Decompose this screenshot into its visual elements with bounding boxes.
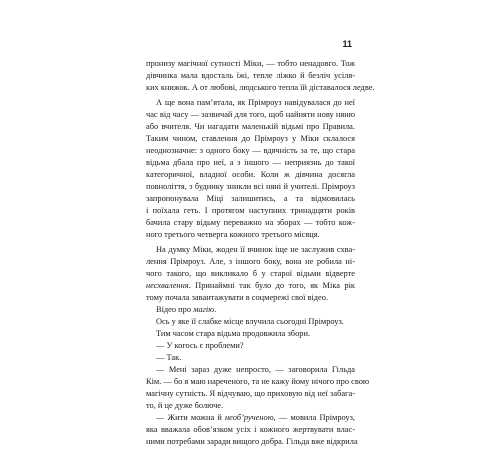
text-line [146,436,358,448]
text-segment: або вчителя. Чи нагадати маленькій відьмі про Правила. [146,122,355,131]
text-line [146,193,355,205]
italic-text: магію [193,305,215,314]
text-line [146,121,355,133]
italic-text: необ’рученою [225,413,274,422]
text-segment: дівчинка мала вдосталь їжі, тепле ліжко й безліч усіля- [146,71,355,80]
text-segment: яка вважала обов’язком усіх і кожного жертвувати влас- [146,425,355,434]
text-line [146,328,355,340]
text-line [146,352,355,364]
page-number: 11 [342,39,352,49]
text-segment: магічну сутність. Я відчуваю, що приховую від неї забага- [146,389,355,398]
text-segment: час від часу — зазвичай для того, щоб найняти нову няню [146,110,355,119]
text-line [146,388,355,400]
text-segment: то, й це дуже болюче. [146,401,224,410]
italic-text: несхвалення [146,281,189,290]
text-segment: Ось у яке її слабке місце влучила сьогодні Прімроуз. [156,317,344,326]
text-line [146,316,355,328]
text-segment: — Мені зараз дуже непросто, — заговорила Гільда [156,365,355,374]
text-segment: і поїхала геть. І протягом наступних тринадцяти років [146,206,355,215]
text-line [146,169,355,181]
text-line [146,292,355,304]
text-segment: , — мовила Прімроуз, [273,413,356,422]
text-segment: чого такого, що викликало б у старої відьми відверте [146,269,355,278]
text-segment: ких книжок. А от любові, людського тепла їй діставалося ледве. [146,83,375,92]
text-segment: — Так. [156,353,182,362]
text-segment: бачила стару відьму переважно на зборах — тобто кож- [146,218,355,227]
text-segment: Таким чином, ставлення до Прімроуз у Міки склалося [146,134,355,143]
text-segment: Відео про [156,305,194,314]
text-line [146,82,375,94]
text-line [146,244,355,256]
text-segment: На думку Міки, жоден її вчинок іще не заслужив схва- [156,245,355,254]
text-segment: — Жити можна й [156,413,226,422]
text-line [146,70,355,82]
text-segment: Кім. — бо я маю нареченого, та не кажу йому нічого про свою [146,377,370,386]
text-segment: А ще вона пам’ятала, як Прімроуз навідувалася до неї [156,98,355,107]
text-line [146,424,355,436]
text-line [146,340,355,352]
text-segment: ного третього четверга кожного третього місяця. [146,230,320,239]
text-line [146,280,355,292]
text-line [146,268,355,280]
text-line [146,229,355,241]
text-segment: пронизу магічної сутності Міки, — тобто ненадовго. Тож [146,59,355,68]
text-line [146,109,355,121]
body-text [146,58,375,448]
text-segment: ними потребами заради вищого добра. Гільда вже відкрила [146,437,358,446]
text-line [146,58,355,70]
text-segment: . Принаймні так було до того, як Міка рік [188,281,355,290]
text-line [146,400,355,412]
text-segment: Тим часом стара відьма продовжила збори. [156,329,311,338]
text-line [146,217,355,229]
text-line [146,256,355,268]
text-line [146,412,355,424]
text-segment: — У когось є проблеми? [156,341,244,350]
text-line [146,145,355,157]
text-line [146,133,355,145]
text-line [146,97,355,109]
text-segment: . [214,305,217,314]
text-line [146,205,355,217]
text-line [146,157,355,169]
text-line [146,376,370,388]
text-line [146,181,355,193]
text-line [146,364,355,376]
text-segment: категоричної, владної особи. Коли ж дівчина досягла [146,170,355,179]
text-segment: повноліття, з будинку зникли всі няні й учителі. Прімроуз [146,182,355,191]
text-segment: тому почала завантажувати в соцмережі свої відео. [146,293,329,302]
text-segment: неоднозначне: з одного боку — вдячність за те, що стара [146,146,355,155]
text-line [146,304,355,316]
text-segment: лення Прімроуз. Але, з іншого боку, вона не робила ні- [146,257,355,266]
text-segment: відьма дбала про неї, а з іншого — неприязнь до такої [146,158,355,167]
text-segment: запропонувала Міці залишитись, а та відмовилась [146,194,355,203]
